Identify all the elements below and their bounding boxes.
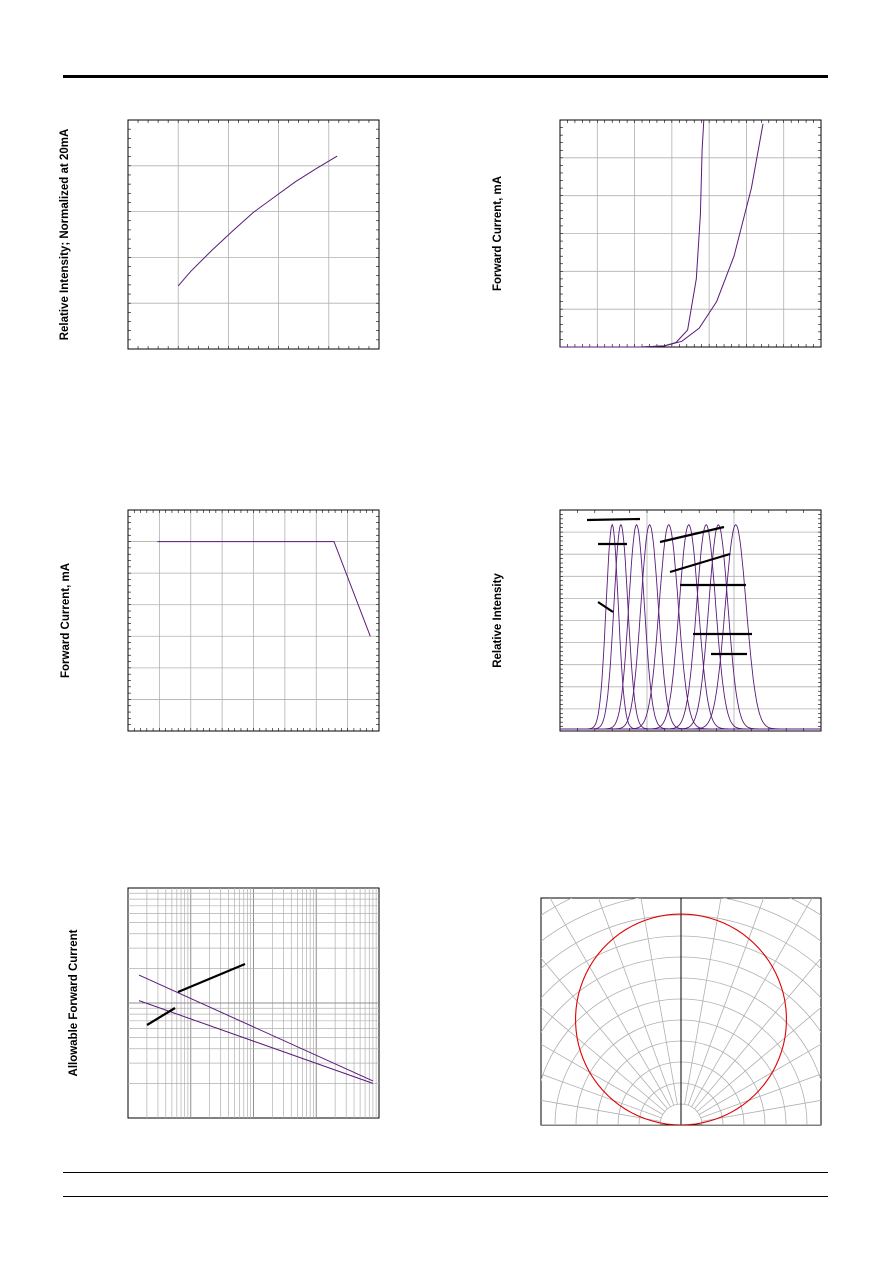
derating-y-axis-label: Forward Current, mA bbox=[60, 562, 72, 679]
forward-current-vs-voltage-y-axis-label: Forward Current, mA bbox=[492, 175, 504, 292]
pulse-derating-y-axis-label: Allowable Forward Current bbox=[68, 929, 80, 1077]
spectrum-y-axis-label: Relative Intensity bbox=[492, 573, 504, 668]
pulse-derating-grid bbox=[128, 888, 379, 1118]
intensity-vs-current-y-axis-label: Relative Intensity; Normalized at 20mA bbox=[59, 128, 71, 341]
leader-line bbox=[587, 519, 640, 520]
intensity-vs-current-plot-frame bbox=[128, 120, 379, 349]
